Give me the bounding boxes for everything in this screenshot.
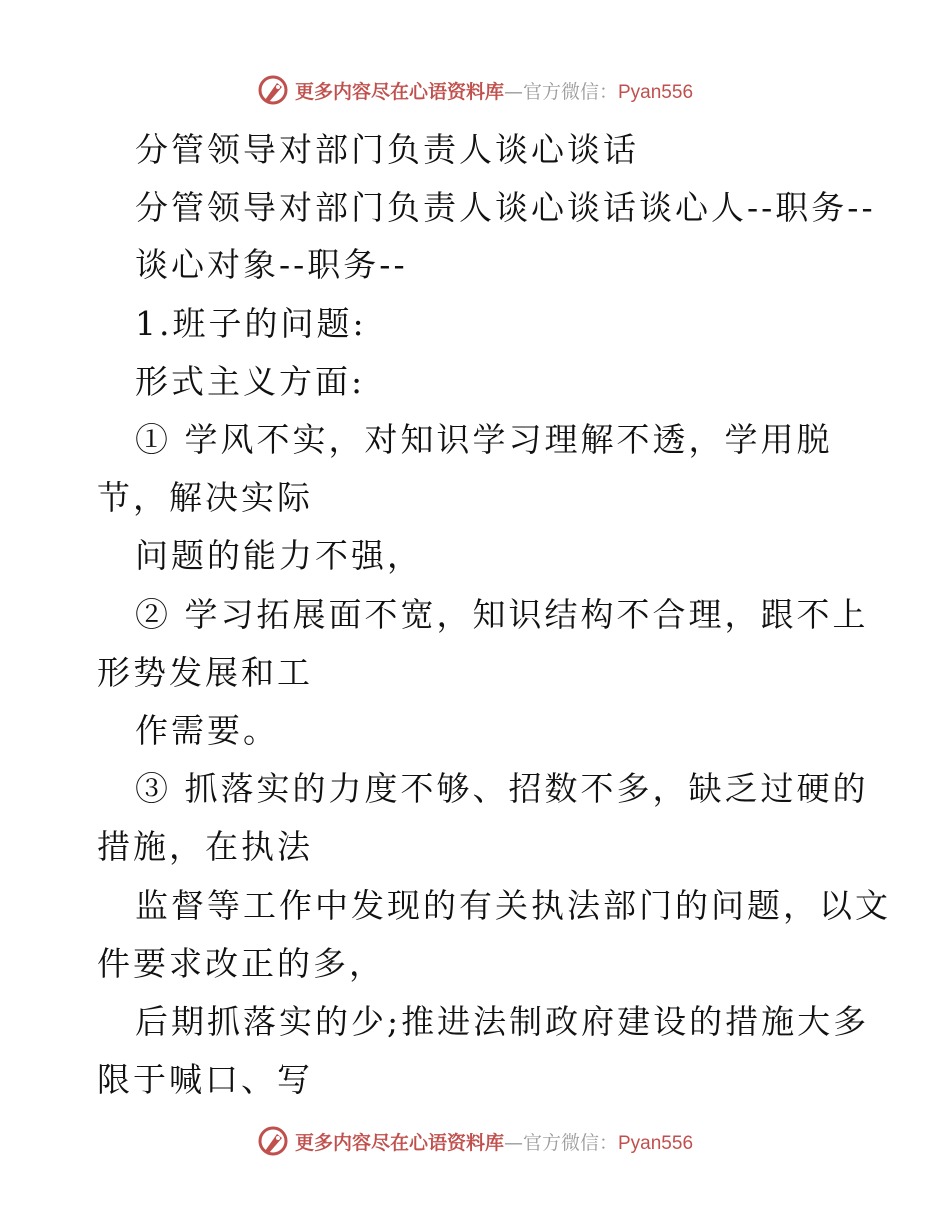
section-heading: 1.班子的问题:	[135, 304, 367, 343]
pen-nib-logo-icon	[257, 74, 289, 106]
header-banner	[0, 72, 950, 108]
doc-line: 措施，在执法	[97, 827, 313, 866]
doc-line: 问题的能力不强，	[135, 536, 423, 575]
doc-line: ① 学风不实，对知识学习理解不透，学用脱	[135, 420, 833, 459]
footer-banner	[0, 1123, 950, 1159]
doc-line: 限于喊口、写	[97, 1060, 313, 1099]
doc-title: 分管领导对部门负责人谈心谈话	[135, 130, 639, 169]
banner-dash: —	[503, 1131, 523, 1154]
pen-nib-logo-icon	[257, 1125, 289, 1157]
banner-middle: 官方微信：	[522, 80, 618, 103]
banner-lead: 更多内容尽在心语资料库	[294, 80, 504, 103]
banner-middle: 官方微信：	[522, 1131, 618, 1154]
doc-line: 件要求改正的多，	[97, 944, 385, 983]
doc-line: 节，解决实际	[97, 478, 313, 517]
doc-line: ③ 抓落实的力度不够、招数不多，缺乏过硬的	[135, 769, 869, 808]
doc-line: ② 学习拓展面不宽，知识结构不合理，跟不上	[135, 595, 869, 634]
doc-line: 作需要。	[135, 711, 279, 750]
doc-line: 后期抓落实的少;推进法制政府建设的措施大多	[135, 1002, 870, 1041]
subsection-heading: 形式主义方面:	[135, 362, 366, 401]
banner-handle: Pyan556	[618, 1132, 694, 1154]
doc-line: 监督等工作中发现的有关执法部门的问题，以文	[135, 886, 891, 925]
doc-line: 谈心对象--职务--	[135, 245, 408, 284]
banner-dash: —	[503, 80, 523, 103]
banner-text	[295, 1128, 693, 1155]
banner-lead: 更多内容尽在心语资料库	[294, 1131, 504, 1154]
banner-handle: Pyan556	[618, 81, 694, 103]
banner-text	[295, 77, 693, 104]
doc-line: 形势发展和工	[97, 653, 313, 692]
doc-line: 分管领导对部门负责人谈心谈话谈心人--职务--	[135, 188, 876, 227]
